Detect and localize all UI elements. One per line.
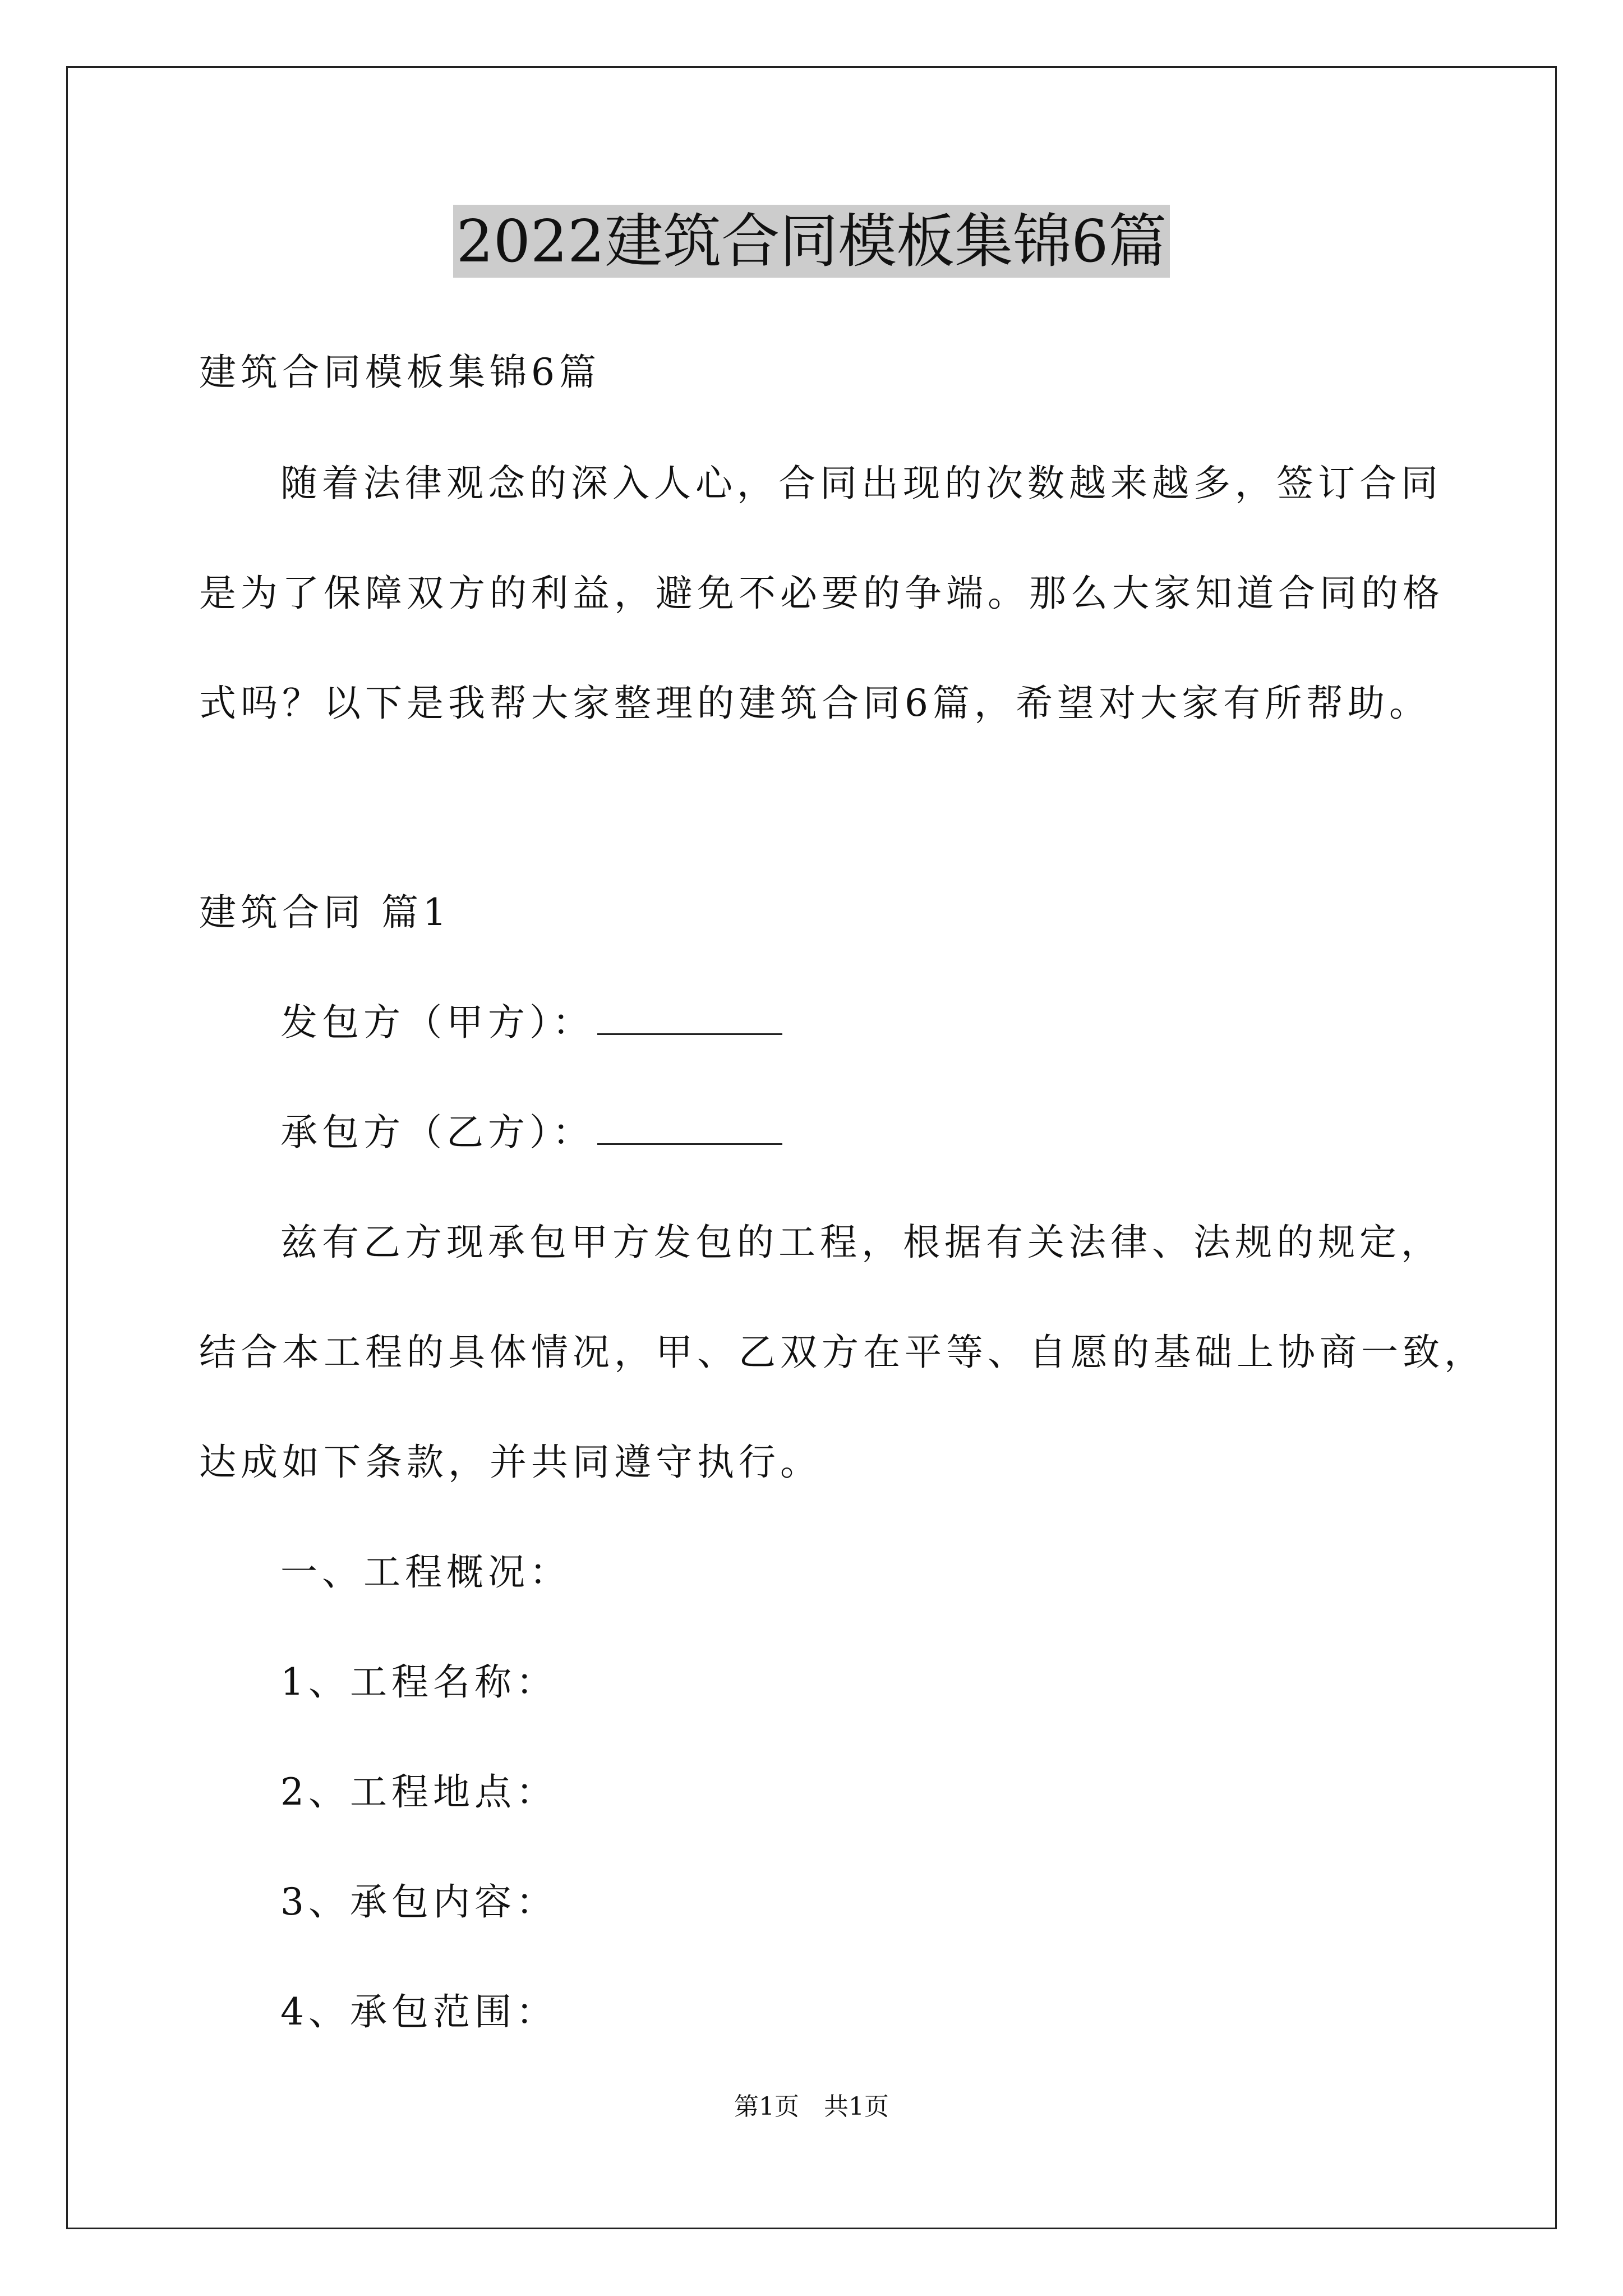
body-line-1: 兹有乙方现承包甲方发包的工程，根据有关法律、法规的规定， [280,1221,1442,1264]
party-b-blank [597,1111,782,1145]
document-subtitle: 建筑合同模板集锦6篇 [199,351,601,394]
list-item: 4、承包范围： [280,1990,557,2033]
intro-line-2: 是为了保障双方的利益，避免不必要的争端。那么大家知道合同的格 [199,572,1444,615]
page-footer [0,2091,1623,2123]
party-b-line [280,1110,782,1155]
page-number: 第1页 [734,2092,799,2121]
list-item: 2、工程地点： [280,1770,557,1814]
intro-line-3: 式吗？以下是我帮大家整理的建筑合同6篇，希望对大家有所帮助。 [199,682,1431,725]
list-item: 1、工程名称： [280,1660,557,1704]
document-title: 2022建筑合同模板集锦6篇 [0,202,1623,280]
page-total: 共1页 [824,2092,889,2121]
list-item: 3、承包内容： [280,1880,557,1924]
clause-heading: 一、工程概况： [280,1550,571,1594]
party-a-line [280,1000,782,1045]
party-a-label: 发包方（甲方）： [280,1001,594,1044]
section-heading: 建筑合同 篇1 [199,891,451,934]
party-a-blank [597,1001,782,1035]
intro-line-1: 随着法律观念的深入人心，合同出现的次数越来越多，签订合同 [280,462,1442,505]
party-b-label: 承包方（乙方）： [280,1111,594,1154]
body-line-2: 结合本工程的具体情况，甲、乙双方在平等、自愿的基础上协商一致， [199,1331,1486,1374]
body-line-3: 达成如下条款，并共同遵守执行。 [199,1441,822,1484]
